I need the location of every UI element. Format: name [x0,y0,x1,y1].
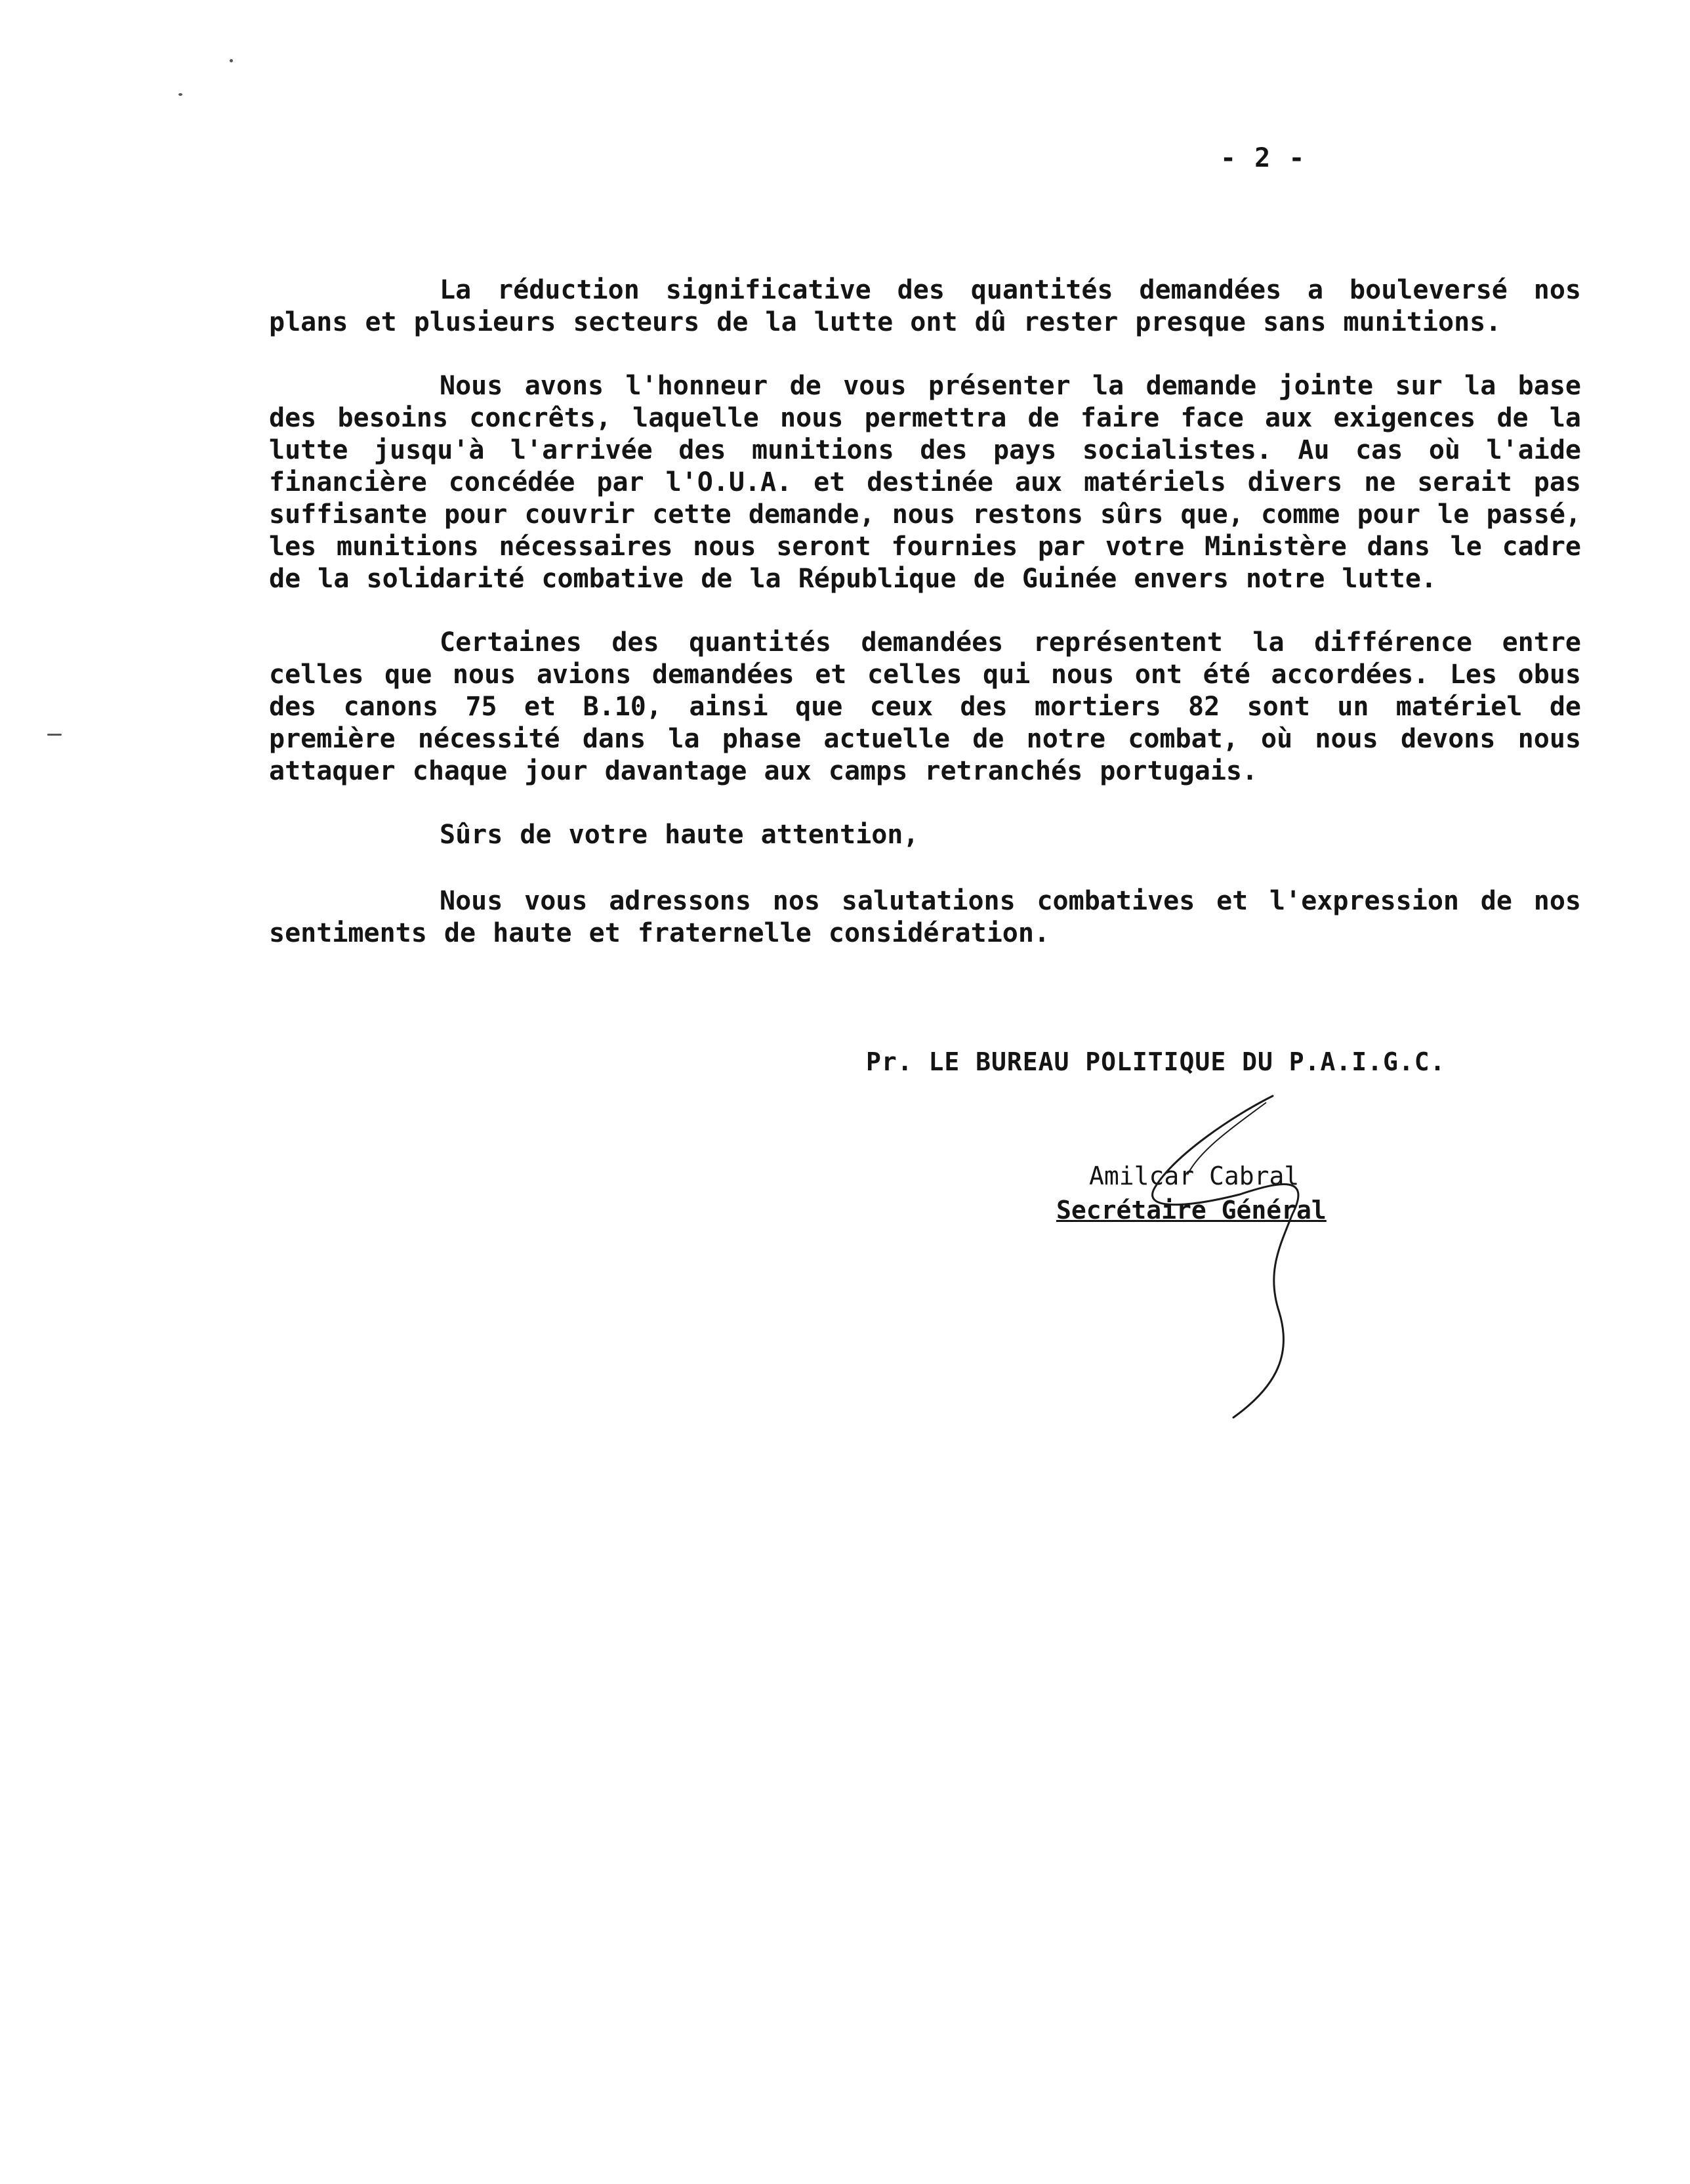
signature-block [866,1047,1522,1225]
paragraph-1: La réduction significative des quantités demandées a bouleversé nos plans et plusieurs secteurs de la lutte ont dû rester presque sans munitions. [269,275,1581,337]
scan-speck [47,734,62,736]
paragraph-2: Nous avons l'honneur de vous présenter la demande jointe sur la base des besoins concrêts, laquelle nous permettra de faire face aux exigences de la lutte jusqu'à l'arrivée des munitions des pays socialistes. Au cas où l'aide financière concédée par l'O.U.A. et destinée aux matériels divers ne serait pas suffisante pour couvrir cette demande, nous restons sûrs que, comme pour le passé, les munitions nécessaires nous seront fournies par votre Ministère dans le cadre de la solidarité combative de la République de Guinée envers notre lutte. [269,371,1581,594]
scan-speck [230,59,233,62]
signature-header: Pr. LE BUREAU POLITIQUE DU P.A.I.G.C. [866,1047,1446,1076]
paragraph-salutation: Nous vous adressons nos salutations combatives et l'expression de nos sentiments de haute et fraternelle considération. [269,886,1581,948]
signatory-name: Amilcar Cabral [1089,1162,1300,1190]
scan-speck [178,93,182,96]
letter-body [269,274,1581,981]
handwritten-signature [1115,1076,1391,1444]
paragraph-3: Certaines des quantités demandées représentent la différence entre celles que nous avions demandées et celles qui nous ont été accordées. Les obus des canons 75 et B.10, ainsi que ceux des mortiers 82 sont un matériel de première nécessité dans la phase actuelle de notre combat, où nous devons nous attaquer chaque jour davantage aux camps retranchés portugais. [269,627,1581,786]
page-number: - 2 - [1220,143,1306,173]
paragraph-closing-attention: Sûrs de votre haute attention, [440,820,919,850]
signatory-title: Secrétaire Général [1056,1196,1327,1225]
